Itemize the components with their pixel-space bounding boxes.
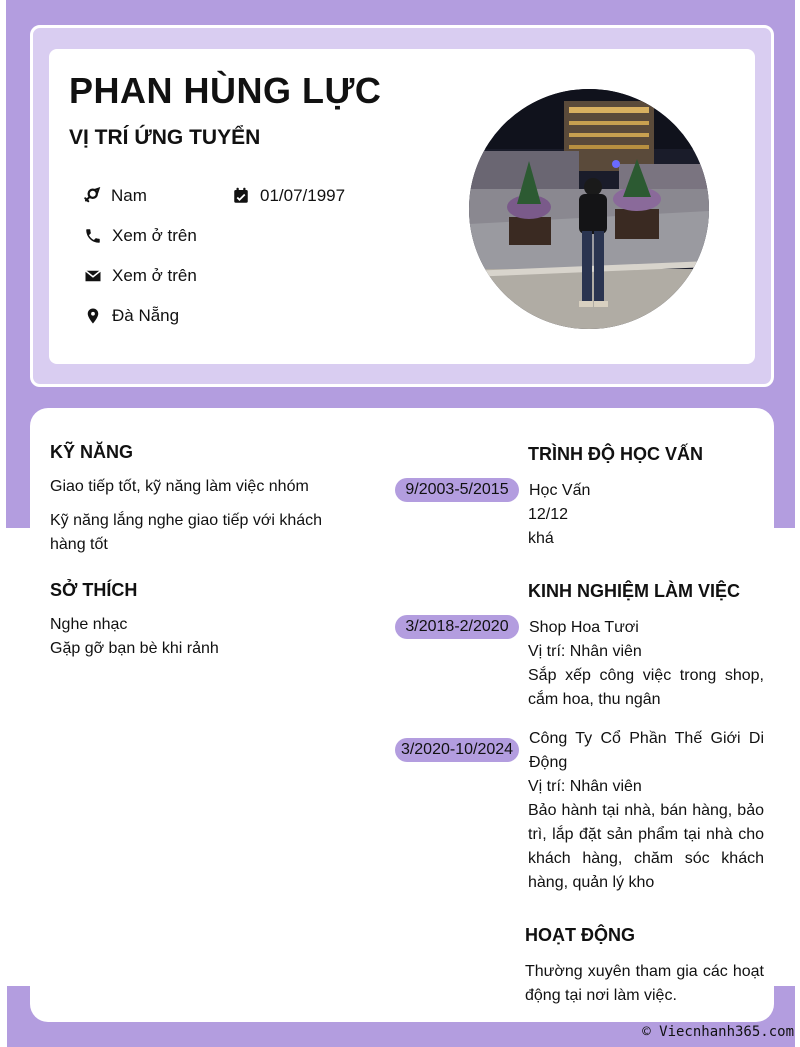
education-period-badge: 9/2003-5/2015 <box>395 478 519 502</box>
experience-title: KINH NGHIỆM LÀM VIỆC <box>528 581 741 601</box>
gender-value: Nam <box>111 186 147 205</box>
experience-role: Vị trí: Nhân viên <box>528 778 642 795</box>
footer-copyright: © Viecnhanh365.com <box>642 1024 794 1040</box>
birthday-info <box>232 186 345 206</box>
candidate-name: PHAN HÙNG LỰC <box>69 70 382 111</box>
location-pin-icon <box>84 307 102 325</box>
activities-title: HOẠT ĐỘNG <box>525 925 635 945</box>
profile-photo <box>469 89 709 329</box>
phone-info <box>84 226 197 246</box>
skill-item: Giao tiếp tốt, kỹ năng làm việc nhóm <box>50 478 309 495</box>
education-title: TRÌNH ĐỘ HỌC VẤN <box>528 444 703 464</box>
education-rank: khá <box>528 530 554 547</box>
activities-text: Thường xuyên tham gia các hoạt động tại nơi làm việc. <box>525 963 764 1004</box>
hobbies-title: SỞ THÍCH <box>50 580 138 600</box>
skill-item: Kỹ năng lắng nghe giao tiếp với khách hàng tốt <box>50 512 323 553</box>
email-info <box>84 266 197 286</box>
skills-title: KỸ NĂNG <box>50 442 134 462</box>
experience-company: Công Ty Cổ Phần Thế Giới Di Động <box>529 730 764 771</box>
email-value: Xem ở trên <box>112 266 197 285</box>
education-school: Học Vấn <box>529 482 591 499</box>
address-value: Đà Nẵng <box>112 306 180 325</box>
gender-icon <box>83 187 101 205</box>
phone-icon <box>84 227 102 245</box>
gender-info <box>83 186 147 206</box>
experience-company: Shop Hoa Tươi <box>529 619 639 636</box>
education-grade: 12/12 <box>528 506 569 523</box>
experience-period-badge: 3/2018-2/2020 <box>395 615 519 639</box>
applied-position: VỊ TRÍ ỨNG TUYỂN <box>69 126 261 149</box>
hobby-item: Gặp gỡ bạn bè khi rảnh <box>50 640 219 657</box>
experience-role: Vị trí: Nhân viên <box>528 643 642 660</box>
address-info <box>84 306 179 326</box>
experience-description: Sắp xếp công việc trong shop, cắm hoa, thu ngân <box>528 667 764 708</box>
experience-period-badge: 3/2020-10/2024 <box>395 738 519 762</box>
birthday-value: 01/07/1997 <box>260 186 346 205</box>
experience-description: Bảo hành tại nhà, bán hàng, bảo trì, lắp đặt sản phẩm tại nhà cho khách hàng, chăm sóc khách hàng, quản lý kho <box>528 802 764 891</box>
hobby-item: Nghe nhạc <box>50 616 128 633</box>
envelope-icon <box>84 267 102 285</box>
calendar-icon <box>232 187 250 205</box>
phone-value: Xem ở trên <box>112 226 197 245</box>
